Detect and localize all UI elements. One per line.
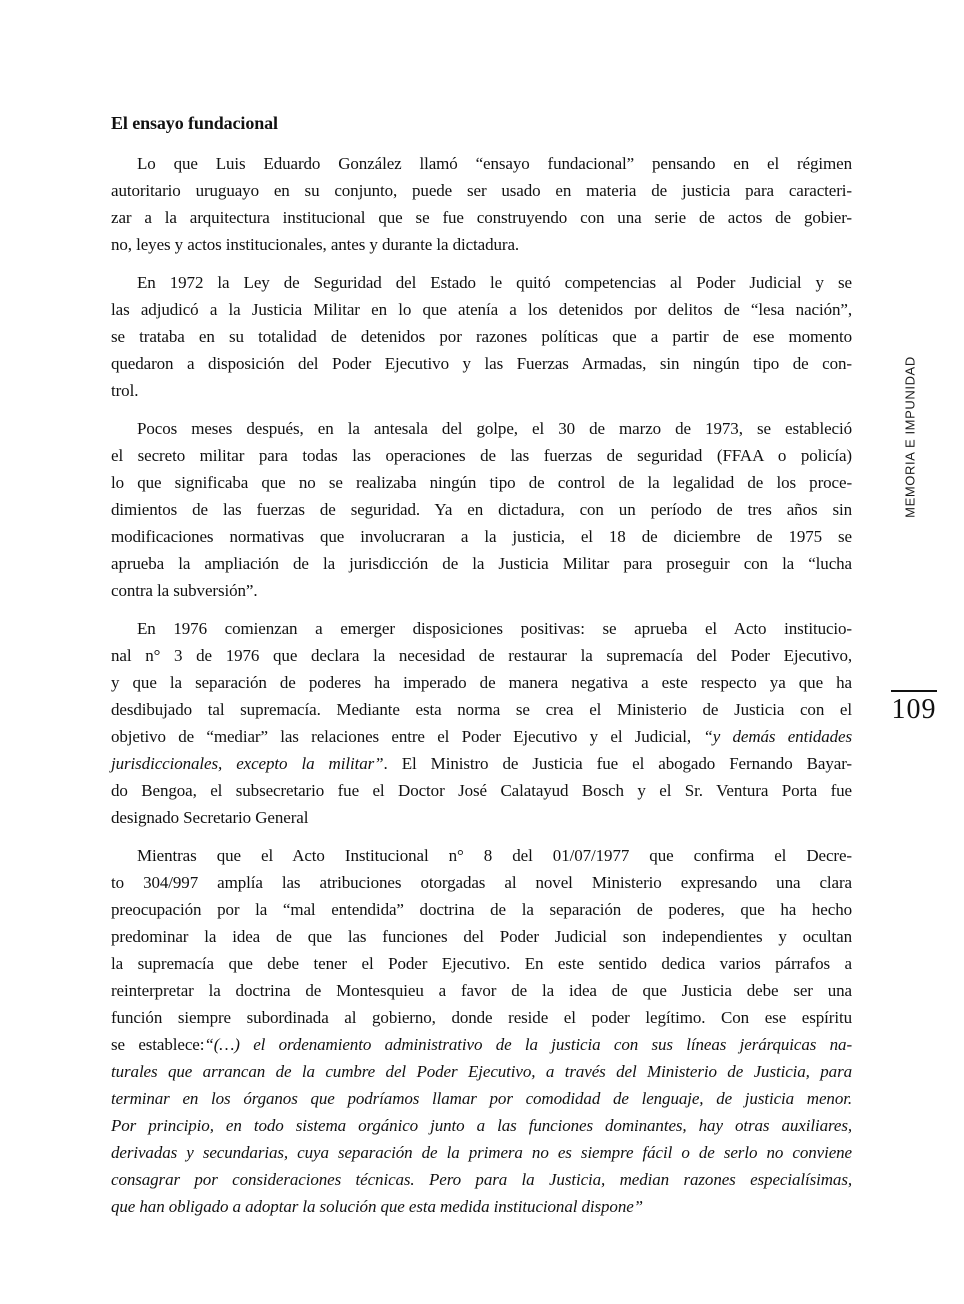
text-line	[111, 1085, 852, 1112]
text-line	[111, 642, 852, 669]
text-line	[111, 177, 852, 204]
text-segment: designado Secretario General	[111, 808, 309, 827]
text-segment: las adjudicó a la Justicia Militar en lo que atenía a los detenidos por delitos de “lesa nación”,	[111, 300, 852, 319]
text-segment: Mientras que el Acto Institucional n° 8 del 01/07/1977 que confirma el Decre-	[137, 846, 852, 865]
text-segment: nal n° 3 de 1976 que declara la necesidad de restaurar la supremacía del Poder Ejecutivo,	[111, 646, 852, 665]
text-line	[111, 869, 852, 896]
italic-text-segment: terminar en los órganos que podríamos llamar por comodidad de lenguaje, de justicia menor.	[111, 1089, 852, 1108]
text-line	[111, 150, 852, 177]
text-segment: se trataba en su totalidad de detenidos por razones políticas que a partir de ese momento	[111, 327, 852, 346]
text-line	[111, 723, 852, 750]
text-line	[111, 269, 852, 296]
text-line	[111, 669, 852, 696]
text-segment: la supremacía que debe tener el Poder Ejecutivo. En este sentido dedica varios párrafos a	[111, 954, 852, 973]
text-segment: Lo que Luis Eduardo González llamó “ensayo fundacional” pensando en el régimen	[137, 154, 852, 173]
text-line	[111, 896, 852, 923]
text-line	[111, 842, 852, 869]
text-segment: . El Ministro de Justicia fue el abogado Fernando Bayar-	[383, 754, 852, 773]
text-segment: y que la separación de poderes ha imperado de manera negativa a este respecto ya que ha	[111, 673, 852, 692]
text-line	[111, 296, 852, 323]
page-number-rule	[891, 690, 937, 692]
text-line	[111, 1112, 852, 1139]
text-segment: el secreto militar para todas las operaciones de las fuerzas de seguridad (FFAA o policía)	[111, 446, 852, 465]
text-segment: preocupación por la “mal entendida” doctrina de la separación de poderes, que ha hecho	[111, 900, 852, 919]
text-segment: se establece:	[111, 1035, 205, 1054]
text-segment: función siempre subordinada al gobierno, donde reside el poder legítimo. Con ese espíritu	[111, 1008, 852, 1027]
text-segment: trol.	[111, 381, 139, 400]
italic-text-segment: jurisdiccionales, excepto la militar”	[111, 754, 384, 773]
italic-text-segment: turales que arrancan de la cumbre del Poder Ejecutivo, a través del Ministerio de Justicia, para	[111, 1062, 852, 1081]
text-segment: zar a la arquitectura institucional que se fue construyendo con una serie de actos de gobier-	[111, 208, 852, 227]
text-line	[111, 750, 852, 777]
text-line	[111, 550, 852, 577]
text-line	[111, 1058, 852, 1085]
text-segment: modificaciones normativas que involucraran a la justicia, el 18 de diciembre de 1975 se	[111, 527, 852, 546]
text-line	[111, 615, 852, 642]
text-line	[111, 350, 852, 377]
italic-text-segment: que han obligado a adoptar la solución que esta medida institucional dispone”	[111, 1197, 644, 1216]
page-number: 109	[891, 694, 937, 725]
text-segment: autoritario uruguayo en su conjunto, puede ser usado en materia de justicia para caracteri-	[111, 181, 852, 200]
italic-text-segment: “y demás entidades	[703, 727, 852, 746]
page-number-block	[891, 690, 937, 725]
text-line	[111, 1139, 852, 1166]
article-body	[111, 150, 852, 1220]
text-line	[111, 231, 852, 258]
text-line	[111, 469, 852, 496]
text-segment: objetivo de “mediar” las relaciones entre el Poder Ejecutivo y el Judicial,	[111, 727, 704, 746]
text-segment: contra la subversión”.	[111, 581, 258, 600]
text-line	[111, 777, 852, 804]
text-line	[111, 977, 852, 1004]
text-line	[111, 804, 852, 831]
section-heading: El ensayo fundacional	[111, 113, 278, 133]
text-line	[111, 496, 852, 523]
italic-text-segment: consagrar por consideraciones técnicas. Pero para la Justicia, median razones especialísimas,	[111, 1170, 852, 1189]
text-line	[111, 1193, 852, 1220]
text-line	[111, 442, 852, 469]
text-segment: quedaron a disposición del Poder Ejecutivo y las Fuerzas Armadas, sin ningún tipo de con-	[111, 354, 852, 373]
italic-text-segment: derivadas y secundarias, cuya separación de la primera no es siempre fácil o de serlo no conviene	[111, 1143, 852, 1162]
text-line	[111, 577, 852, 604]
article	[111, 110, 852, 1220]
text-segment: dimientos de las fuerzas de seguridad. Ya en dictadura, con un período de tres años sin	[111, 500, 852, 519]
text-line	[111, 377, 852, 404]
text-line	[111, 696, 852, 723]
text-segment: aprueba la ampliación de la jurisdicción de la Justicia Militar para proseguir con la “lucha	[111, 554, 852, 573]
text-segment: lo que significaba que no se realizaba ningún tipo de control de la legalidad de los proce-	[111, 473, 852, 492]
text-segment: desdibujado tal supremacía. Mediante esta norma se crea el Ministerio de Justicia con el	[111, 700, 852, 719]
running-header-vertical: MEMORIA E IMPUNIDAD	[902, 356, 918, 518]
italic-text-segment: “(…) el ordenamiento administrativo de la justicia con sus líneas jerárquicas na-	[204, 1035, 853, 1054]
text-line	[111, 950, 852, 977]
text-line	[111, 1166, 852, 1193]
paragraph	[111, 269, 852, 404]
text-line	[111, 415, 852, 442]
text-line	[111, 1031, 852, 1058]
text-line	[111, 204, 852, 231]
paragraph	[111, 415, 852, 604]
text-line	[111, 1004, 852, 1031]
paragraph	[111, 150, 852, 258]
italic-text-segment: Por principio, en todo sistema orgánico junto a las funciones dominantes, hay otras auxiliares,	[111, 1116, 852, 1135]
text-segment: reinterpretar la doctrina de Montesquieu a favor de la idea de que Justicia debe ser una	[111, 981, 852, 1000]
text-segment: En 1976 comienzan a emerger disposiciones positivas: se aprueba el Acto institucio-	[137, 619, 852, 638]
text-segment: predominar la idea de que las funciones del Poder Judicial son independientes y ocultan	[111, 927, 852, 946]
text-segment: En 1972 la Ley de Seguridad del Estado le quitó competencias al Poder Judicial y se	[137, 273, 852, 292]
text-segment: do Bengoa, el subsecretario fue el Doctor José Calatayud Bosch y el Sr. Ventura Porta fue	[111, 781, 852, 800]
text-line	[111, 923, 852, 950]
text-segment: no, leyes y actos institucionales, antes y durante la dictadura.	[111, 235, 520, 254]
text-segment: to 304/997 amplía las atribuciones otorgadas al novel Ministerio expresando una clara	[111, 873, 852, 892]
text-segment: Pocos meses después, en la antesala del golpe, el 30 de marzo de 1973, se estableció	[137, 419, 852, 438]
text-line	[111, 523, 852, 550]
paragraph	[111, 615, 852, 831]
text-line	[111, 323, 852, 350]
paragraph	[111, 842, 852, 1220]
